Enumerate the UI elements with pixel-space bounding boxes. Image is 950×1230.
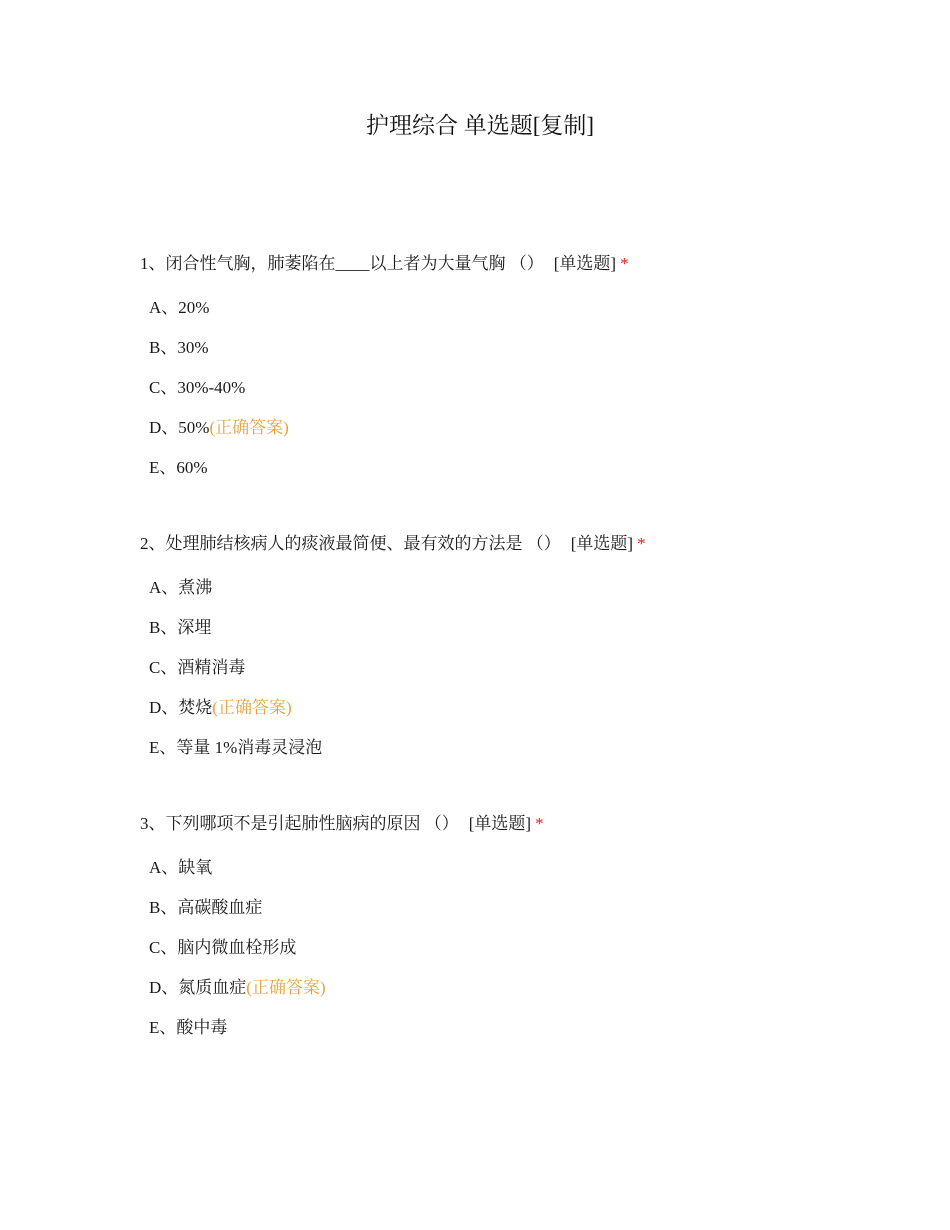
option-text: 酸中毒: [176, 1018, 228, 1037]
option-list: [140, 848, 900, 1048]
option-text: 等量 1%消毒灵浸泡: [176, 738, 323, 757]
question-type: [单选题]: [570, 534, 634, 553]
option-text: 焚烧: [178, 698, 213, 717]
option-c: [149, 648, 900, 688]
option-b: [149, 888, 900, 928]
question-number: 3、: [140, 814, 166, 833]
option-text: 60%: [176, 458, 208, 477]
option-text: 高碳酸血症: [177, 898, 263, 917]
correct-answer-label: (正确答案): [212, 698, 292, 717]
option-text: 20%: [178, 298, 210, 317]
option-letter: C、: [149, 938, 178, 957]
question-2: [140, 528, 900, 768]
option-a: [149, 288, 900, 328]
required-marker: *: [620, 254, 629, 273]
option-text: 50%: [178, 418, 210, 437]
option-text: 脑内微血栓形成: [177, 938, 297, 957]
option-b: [149, 608, 900, 648]
option-d: [149, 968, 900, 1008]
question-1: [140, 248, 900, 488]
option-letter: D、: [149, 978, 179, 997]
required-marker: *: [535, 814, 544, 833]
option-letter: D、: [149, 418, 179, 437]
option-d: [149, 408, 900, 448]
option-a: [149, 848, 900, 888]
option-e: [149, 448, 900, 488]
option-d: [149, 688, 900, 728]
option-letter: E、: [149, 458, 177, 477]
question-number: 1、: [140, 254, 166, 273]
question-type: [单选题]: [468, 814, 532, 833]
question-text: 下列哪项不是引起肺性脑病的原因 （）: [165, 814, 459, 833]
option-letter: A、: [149, 298, 179, 317]
option-letter: C、: [149, 658, 178, 677]
option-c: [149, 368, 900, 408]
option-text: 30%-40%: [177, 378, 246, 397]
option-e: [149, 728, 900, 768]
option-text: 煮沸: [178, 578, 213, 597]
question-text: 闭合性气胸，肺萎陷在____以上者为大量气胸 （）: [165, 254, 544, 273]
option-text: 深埋: [177, 618, 212, 637]
option-letter: C、: [149, 378, 178, 397]
option-text: 氮质血症: [178, 978, 247, 997]
option-letter: B、: [149, 338, 178, 357]
option-letter: D、: [149, 698, 179, 717]
option-letter: E、: [149, 1018, 177, 1037]
required-marker: *: [637, 534, 646, 553]
correct-answer-label: (正确答案): [246, 978, 326, 997]
option-b: [149, 328, 900, 368]
question-number: 2、: [140, 534, 166, 553]
question-title: [140, 808, 900, 840]
correct-answer-label: (正确答案): [209, 418, 289, 437]
question-title: [140, 528, 900, 560]
option-letter: A、: [149, 578, 179, 597]
option-list: [140, 288, 900, 488]
option-list: [140, 568, 900, 768]
question-title: [140, 248, 900, 280]
question-text: 处理肺结核病人的痰液最简便、最有效的方法是 （）: [165, 534, 561, 553]
question-type: [单选题]: [553, 254, 617, 273]
option-letter: B、: [149, 898, 178, 917]
option-e: [149, 1008, 900, 1048]
option-letter: B、: [149, 618, 178, 637]
option-text: 酒精消毒: [177, 658, 246, 677]
option-text: 缺氧: [178, 858, 213, 877]
page-title: 护理综合 单选题[复制]: [365, 113, 595, 138]
question-3: [140, 808, 900, 1048]
option-letter: A、: [149, 858, 179, 877]
question-list: [140, 248, 900, 1088]
option-c: [149, 928, 900, 968]
option-letter: E、: [149, 738, 177, 757]
option-a: [149, 568, 900, 608]
option-text: 30%: [177, 338, 209, 357]
